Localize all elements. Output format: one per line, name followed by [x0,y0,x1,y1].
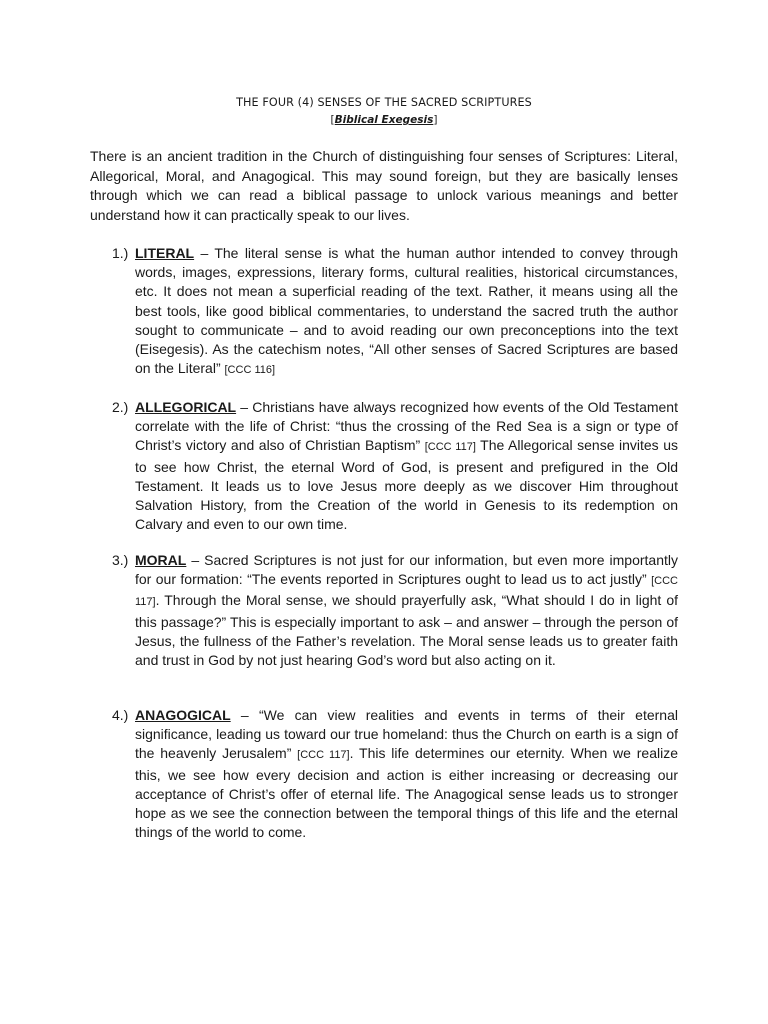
item-text: – “We can view realities and events in terms of their eternal significance, leading us toward our true homeland: thus the Church on earth is a sign of the heavenly Jerusalem” [135,707,678,762]
ccc-citation: [CCC 117] [135,575,678,609]
list-item-number: 4.) [112,707,129,723]
list-item-number: 3.) [112,552,129,568]
item-text-continued: . This life determines our eternity. When we realize this, we see how every decision and action is either increasing or decreasing our acceptance of Christ’s offer of eternal life. The Anagogical sense leads us to stronger hope as we see the connection between the temporal things of this life and the eternal things of the world to come. [135,745,678,841]
item-text-continued: The Allegorical sense invites us to see how Christ, the eternal Word of God, is present and prefigured in the Old Testament. It leads us to love Jesus more deeply as we discover Him throughout Salvation History, from the Creation of the world in Genesis to its redemption on Calvary and even to our own time. [135,437,678,533]
subtitle-text: Biblical Exegesis [334,114,434,126]
term-moral: MORAL [135,552,187,568]
intro-paragraph: There is an ancient tradition in the Church of distinguishing four senses of Scriptures: Literal, Allegorical, Moral, and Anagogical. This may sound foreign, but they are basically lenses through which we can read a biblical passage to unlock various meanings and better understand how it can practically speak to our lives. [90,148,678,223]
item-text: – The literal sense is what the human author intended to convey through words, images, expressions, literary forms, cultural realities, historical circumstances, etc. It does not mean a superficial reading of the text. Rather, it means using all the best tools, like good biblical commentaries, to understand the sacred truth the author sought to communicate – and to avoid reading our own preconceptions into the text (Eisegesis). As the catechism notes, “All other senses of Sacred Scriptures are based on the Literal” [135,245,678,377]
list-item-body [135,244,678,380]
term-allegorical: ALLEGORICAL [135,399,237,415]
item-text: – Christians have always recognized how events of the Old Testament correlate with the life of Christ: “thus the crossing of the Red Sea is a sign or type of Christ’s victory and also of Christian Baptism” [135,399,678,454]
ccc-citation: [CCC 117] [424,441,476,454]
ccc-citation: [CCC 116] [224,364,276,377]
term-anagogical: ANAGOGICAL [135,707,231,723]
subtitle-close-bracket: ] [433,114,438,126]
term-literal: LITERAL [135,245,195,261]
document-title: THE FOUR (4) SENSES OF THE SACRED SCRIPTURES [236,96,532,109]
ccc-citation: [CCC 117] [297,749,350,762]
subtitle-open-bracket: [ [330,114,335,126]
item-text: – Sacred Scriptures is not just for our information, but even more importantly for our formation: “The events reported in Scriptures ought to lead us to act justly” [135,552,678,588]
list-item-body [135,706,678,842]
list-item-number: 2.) [112,399,129,415]
document-subtitle [0,113,768,127]
list-item-number: 1.) [112,245,129,261]
item-text-continued: . Through the Moral sense, we should prayerfully ask, “What should I do in light of this passage?” This is especially important to ask – and answer – through the person of Jesus, the fullness of the Father’s revelation. The Moral sense leads us to greater faith and trust in God by not just hearing God’s word but also acting on it. [135,592,678,669]
list-item-body [135,551,678,670]
list-item-body [135,398,678,534]
